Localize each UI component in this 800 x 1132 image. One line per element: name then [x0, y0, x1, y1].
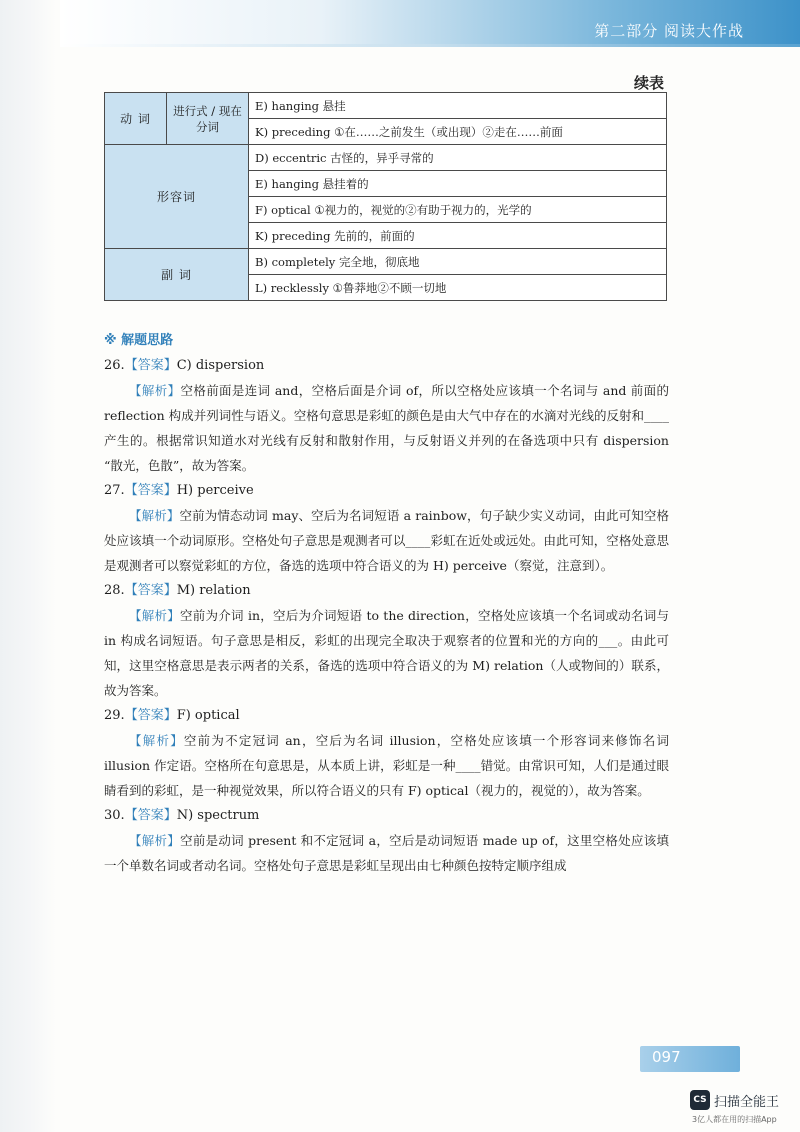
analysis-tag: 【解析】 [129, 733, 184, 748]
answer-tag: 【答案】 [124, 708, 177, 723]
section-label: 第二部分 阅读大作战 [594, 22, 744, 40]
subcategory-cell-participle: 进行式 / 现在分词 [167, 93, 249, 145]
table-row [105, 249, 667, 275]
definition-cell: K) preceding ①在……之前发生（或出现）②走在……前面 [249, 119, 667, 145]
answer-text: M) relation [176, 583, 251, 598]
definition-cell: F) optical ①视力的，视觉的②有助于视力的，光学的 [249, 197, 667, 223]
analysis-tag: 【解析】 [129, 608, 181, 623]
watermark-title: 扫描全能王 [714, 1095, 780, 1110]
analysis-tag: 【解析】 [129, 508, 180, 523]
question-number: 29. [104, 708, 125, 723]
analysis-paragraph [104, 828, 669, 878]
answer-line [104, 578, 669, 603]
analysis-tag: 【解析】 [129, 383, 181, 398]
category-cell-adjective: 形容词 [105, 145, 249, 249]
definition-cell: E) hanging 悬挂着的 [249, 171, 667, 197]
answer-tag: 【答案】 [124, 808, 177, 823]
analysis-paragraph [104, 503, 669, 578]
answer-line [104, 803, 669, 828]
table-continued-label: 续表 [633, 74, 664, 92]
question-number: 26. [104, 358, 125, 373]
answer-line [104, 353, 669, 378]
table-row [105, 93, 667, 119]
analysis-text: 空前为不定冠词 an，空后为名词 illusion，空格处应该填一个形容词来修饰名词 illusion 作定语。空格所在句意思是，从本质上讲，彩虹是一种____错觉。由常识可知，人们是通过眼睛看到的彩虹，是一种视觉效果，所以符合语义的只有 F) optical（视力的，视觉的），故为答案。 [104, 733, 669, 798]
definition-cell: L) recklessly ①鲁莽地②不顾一切地 [249, 275, 667, 301]
solutions-title: ※ 解题思路 [104, 333, 174, 348]
analysis-paragraph [104, 728, 669, 803]
question-number: 27. [104, 483, 125, 498]
analysis-tag: 【解析】 [129, 833, 181, 848]
analysis-paragraph [104, 378, 669, 478]
analysis-text: 空前为情态动词 may、空后为名词短语 a rainbow，句子缺少实义动词，由此可知空格处应该填一个动词原形。空格处句子意思是观测者可以____彩虹在近处或远处。由此可知，空格处意思是观测者可以察觉彩虹的方位，备选的选项中符合语义的为 H) perceive（察觉，注意到）。 [104, 508, 669, 573]
header-stripe [60, 44, 800, 47]
question-number: 28. [104, 583, 125, 598]
watermark-subtitle: 3亿人都在用的扫描App [692, 1115, 777, 1124]
table-row [105, 145, 667, 171]
analysis-text: 空前是动词 present 和不定冠词 a，空后是动词短语 made up of，这里空格处应该填一个单数名词或者动名词。空格处句子意思是彩虹呈现出由七种颜色按特定顺序组成 [104, 833, 669, 873]
scanner-watermark [640, 1090, 800, 1132]
definition-cell: E) hanging 悬挂 [249, 93, 667, 119]
definition-cell: D) eccentric 古怪的，异乎寻常的 [249, 145, 667, 171]
answer-text: C) dispersion [176, 358, 265, 373]
answer-text: F) optical [176, 708, 240, 723]
question-number: 30. [104, 808, 125, 823]
analysis-text: 空前为介词 in，空后为介词短语 to the direction，空格处应该填一个名词或动名词与 in 构成名词短语。句子意思是相反，彩虹的出现完全取决于观察者的位置和光的方向的___。由此可知，这里空格意思是表示两者的关系，备选的选项中符合语义的为 M) relation（人或物间的）联系，故为答案。 [104, 608, 669, 698]
definition-cell: K) preceding 先前的，前面的 [249, 223, 667, 249]
answer-tag: 【答案】 [124, 358, 177, 373]
analysis-paragraph [104, 603, 669, 703]
answer-line [104, 703, 669, 728]
category-cell-adverb: 副 词 [105, 249, 249, 301]
category-cell-verb: 动 词 [105, 93, 167, 145]
vocabulary-table [104, 92, 667, 301]
definition-cell: B) completely 完全地，彻底地 [249, 249, 667, 275]
page-number: 097 [652, 1048, 681, 1066]
answer-line [104, 478, 669, 503]
solutions-section [104, 328, 669, 878]
answer-tag: 【答案】 [124, 583, 177, 598]
page-left-margin [0, 0, 56, 1132]
answer-tag: 【答案】 [124, 483, 177, 498]
analysis-text: 空格前面是连词 and，空格后面是介词 of，所以空格处应该填一个名词与 and 前面的 reflection 构成并列词性与语义。空格句意思是彩虹的颜色是由大气中存在的水滴对光线的反射和____产生的。根据常识知道水对光线有反射和散射作用，与反射语义并列的在备选项中只有 dispersion “散光，色散”，故为答案。 [104, 383, 669, 473]
answer-text: N) spectrum [176, 808, 260, 823]
answer-text: H) perceive [176, 483, 254, 498]
camscanner-logo-icon: CS [690, 1090, 710, 1110]
